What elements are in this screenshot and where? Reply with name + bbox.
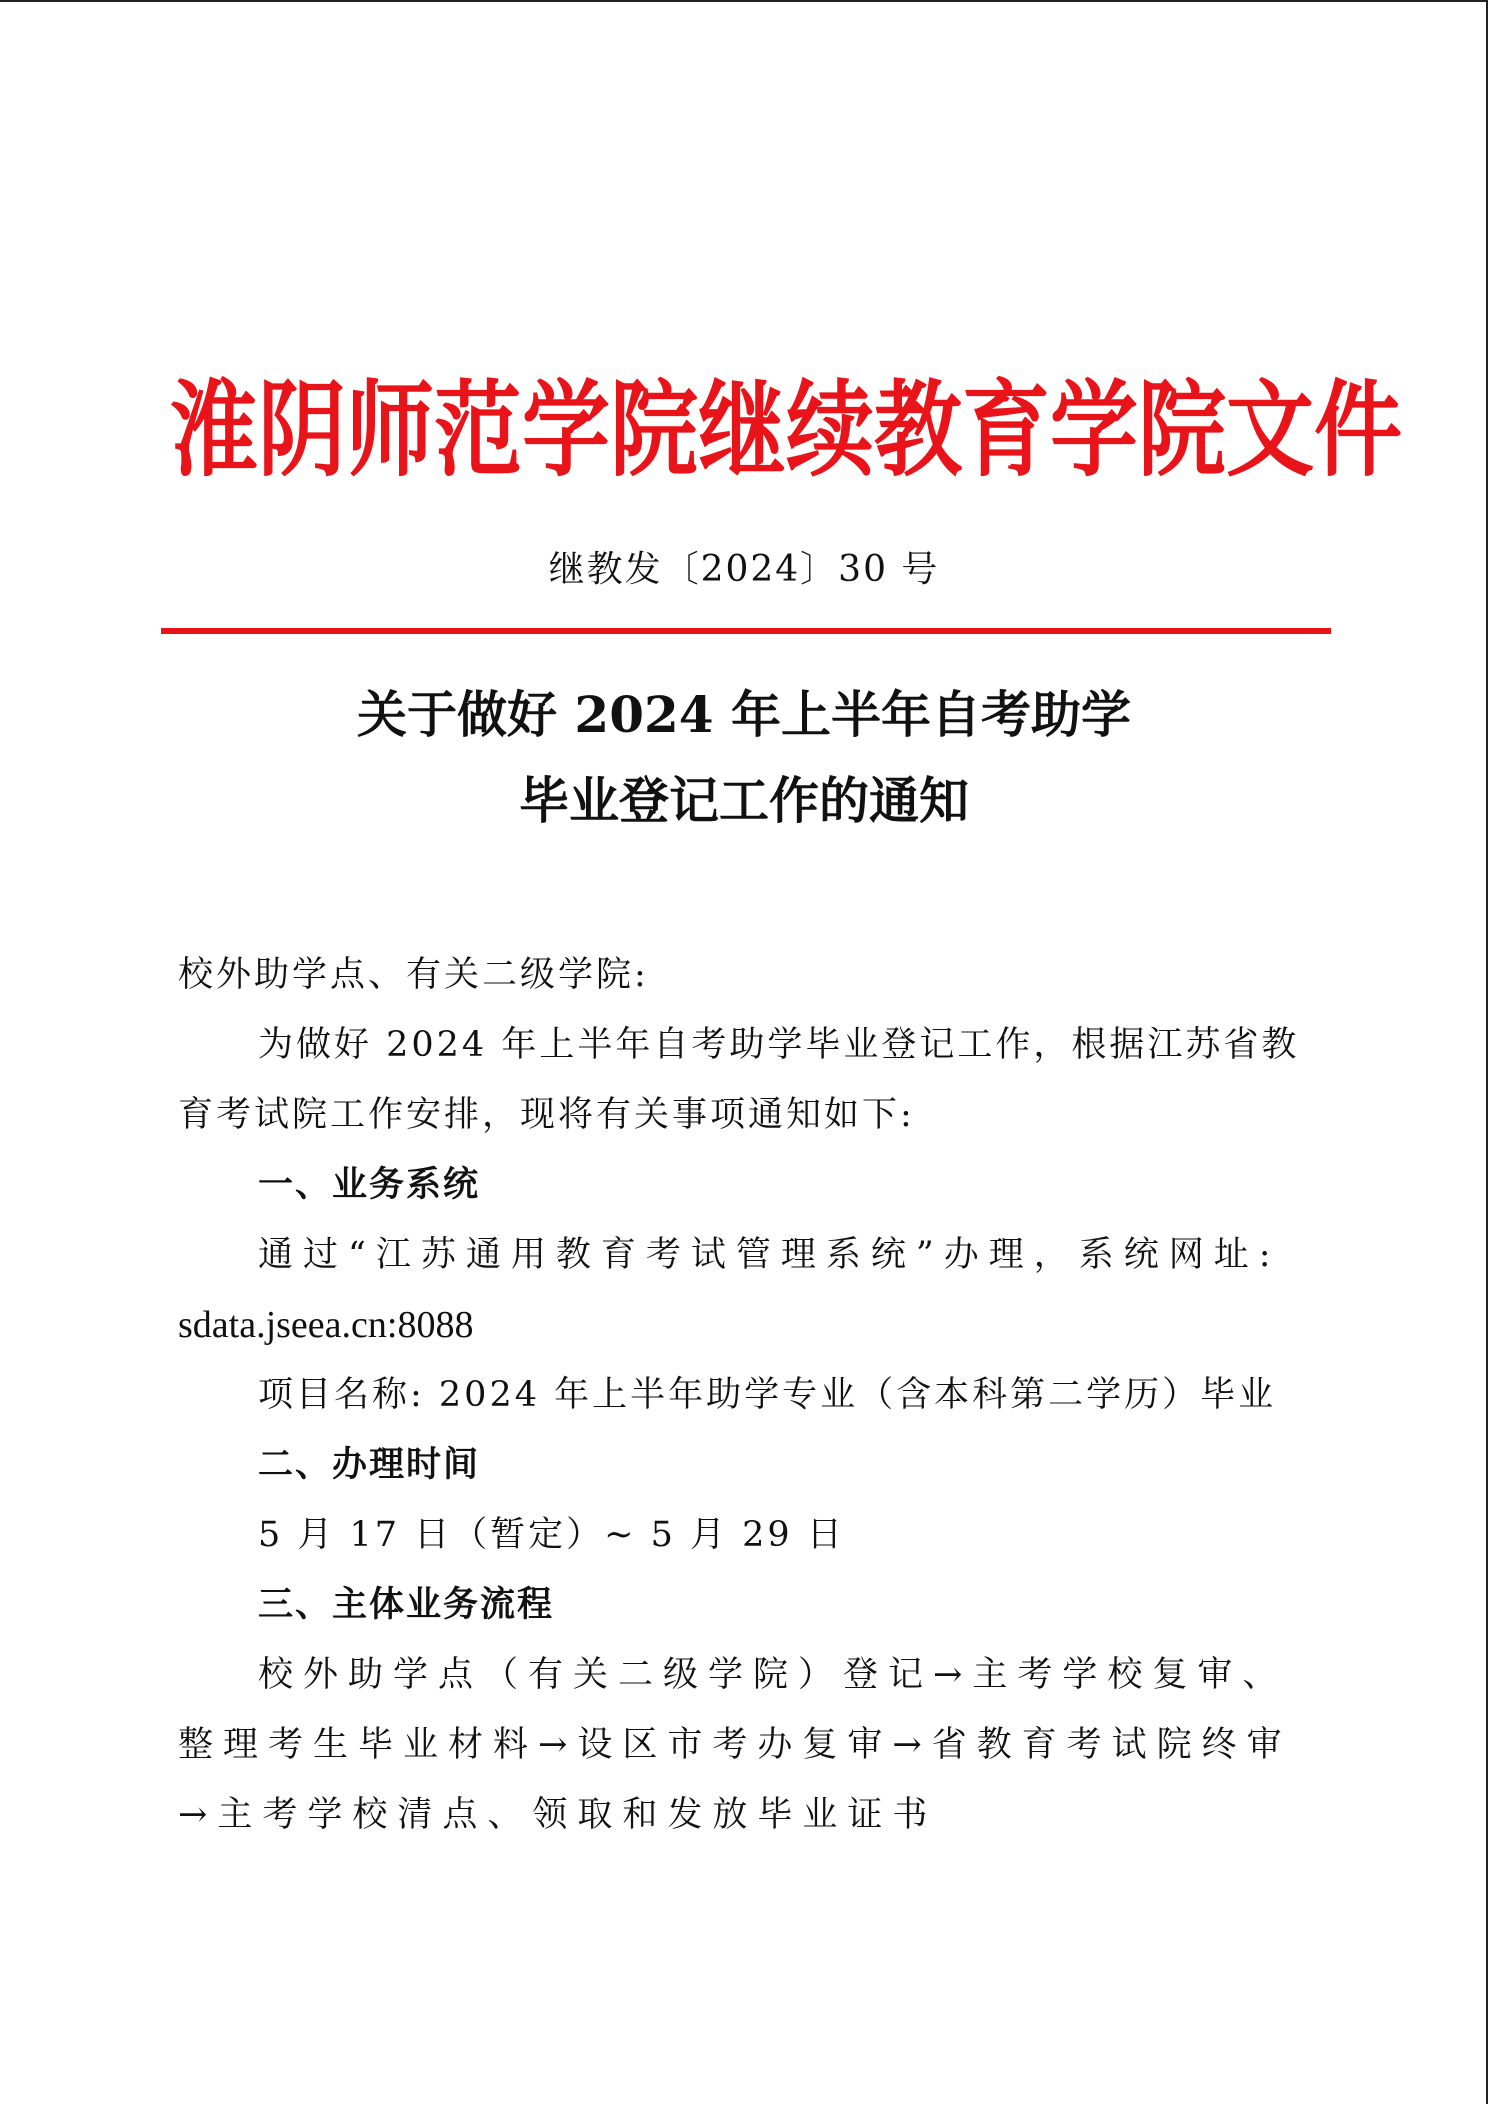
system-url: sdata.jseea.cn:8088 [178,1304,474,1346]
org-document-title: 淮阴师范学院继续教育学院文件 [170,369,1403,491]
section-2-text: 5 月 17 日（暂定）~ 5 月 29 日 [258,1515,845,1555]
section-1-text: 通过“江苏通用教育考试管理系统”办理，系统网址: [258,1235,1281,1275]
notice-title [0,672,1488,844]
section-3-heading: 三、主体业务流程 [258,1585,555,1625]
section-3-text: 校外助学点（有关二级学院）登记→主考学校复审、整理考生毕业材料→设区市考办复审→省教育考试院终审→主考学校清点、领取和发放毕业证书 [178,1655,1292,1835]
page-border-top [0,0,1488,2]
project-name: 项目名称: 2024 年上半年助学专业（含本科第二学历）毕业 [258,1375,1277,1415]
notice-title-line-1: 关于做好 2024 年上半年自考助学 [357,685,1131,744]
red-divider-line [161,628,1331,634]
notice-body [178,940,1308,1850]
salutation: 校外助学点、有关二级学院: [178,955,649,995]
notice-title-line-2: 毕业登记工作的通知 [519,771,969,830]
document-number: 继教发〔2024〕30 号 [548,549,940,590]
section-2-heading: 二、办理时间 [258,1445,481,1485]
intro-paragraph: 为做好 2024 年上半年自考助学毕业登记工作，根据江苏省教育考试院工作安排，现将有关事项通知如下: [178,1025,1300,1135]
section-1-heading: 一、业务系统 [258,1165,481,1205]
